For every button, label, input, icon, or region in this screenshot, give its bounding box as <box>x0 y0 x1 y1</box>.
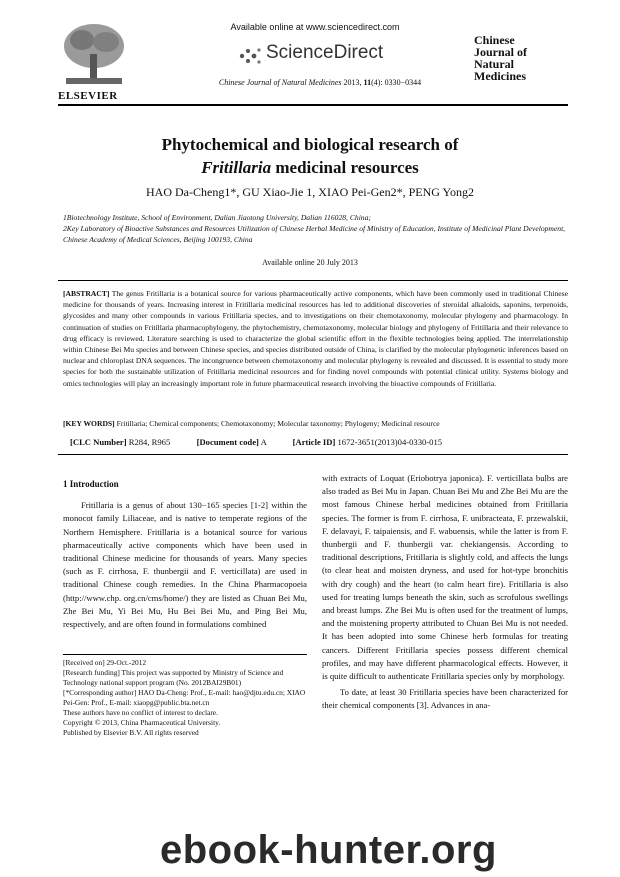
clc-value: R284, R965 <box>128 437 171 447</box>
sciencedirect-wordmark: ScienceDirect <box>266 42 384 63</box>
received-note: [Received on] 29-Oct.-2012 <box>63 658 147 667</box>
clc-label: [CLC Number] <box>70 437 127 447</box>
citation-year: 2013, <box>343 78 362 87</box>
corresponding-author-note: [*Corresponding author] HAO Da-Cheng: Prof., E-mail: hao@djtu.edu.cn; XIAO Pei-Gen: Prof., E-mail: xiaopg@public.bta.net.cn <box>63 688 306 707</box>
citation-journal: Chinese Journal of Natural Medicines <box>218 78 342 87</box>
article-id-label: [Article ID] <box>292 437 336 447</box>
funding-note: [Research funding] This project was supported by Ministry of Science and Technology national support program (No. 2012BAI29B01) <box>63 668 284 687</box>
journal-title-line: Chinese <box>474 33 515 47</box>
intro-paragraph: Fritillaria is a genus of about 130−165 species [1-2] within the monocot family Liliaceae, and is native to temperate regions of the Northern Hemisphere. Fritillaria is a botanical source for various pharmaceutically active components which have been used in traditional Chinese medicine for thousands of years. Many species (such as F. cirrhosa, F. thunbergii and F. verticillata) are used in traditional Chinese cough remedies. In the China Pharmacopoeia (http://www.chp. org.cn/cms/home/) they are listed as Chuan Bei Mu, Zhe Bei Mu, Yi Bei Mu, Hu Bei Bei Mu, and Ping Bei Mu, respectively, and are often found in formulations combined <box>63 500 307 630</box>
copyright-note: Copyright © 2013, China Pharmaceutical University. <box>63 718 221 727</box>
footnotes <box>63 658 307 738</box>
affiliations <box>63 212 568 245</box>
journal-title <box>474 34 527 82</box>
title-line1: Phytochemical and biological research of <box>161 135 459 154</box>
intro-paragraph-continued: with extracts of Loquat (Eriobotrya japonica). F. verticillata bulbs are also traded as Bei Mu in Japan. Chuan Bei Mu and Zhe Bei Mu are the most famous Chinese herbal medicines obtained from Fritillaria species. The former is from F. cirrhosa, F. unibracteata, F. przewalskii, F. delavayi, F. taipaiensis, and F. wabuensis, while the latter is from F. thunbergii and F. thunbergii var. chekiangensis. According to traditional descriptions, Fritillaria is slightly cold, and affects the lungs (to clear heat and moisten dryness, and used for hot-type bronchitis with dry cough) and the heart (to calm heart fire). Fritillaria is also used for treating lumps beneath the skin, such as scrofulous swellings and breast lumps. Zhe Bei Mu is often used for the treatment of lumps, and the moistening property attributed to Chuan Bei Mu is not needed. It has been adopted into some Chinese herb formulas for treating cancers. Different Fritillaria species possess different chemical profiles, and may have different pharmacological effects. However, it is quite difficult to authenticate Fritillaria species only by morphology. <box>322 473 568 682</box>
classification-line <box>70 437 442 447</box>
keywords-label: [KEY WORDS] <box>63 419 115 428</box>
journal-title-line: Journal of <box>474 45 528 59</box>
author-list: HAO Da-Cheng1*, GU Xiao-Jie 1, XIAO Pei-Gen2*, PENG Yong2 <box>146 185 474 199</box>
citation-pages: (4): 0330−0344 <box>371 78 422 87</box>
citation-volume: 11 <box>363 78 372 87</box>
right-column <box>322 472 568 713</box>
journal-citation <box>170 78 470 87</box>
article-title <box>60 133 560 179</box>
publisher-note: Published by Elsevier B.V. All rights reserved <box>63 728 199 737</box>
footnote-rule <box>63 654 307 655</box>
affiliation-1: 1Biotechnology Institute, School of Environment, Dalian Jiaotong University, Dalian 116028, China; <box>63 213 371 222</box>
intro-paragraph-2: To date, at least 30 Fritillaria species have been characterized for their chemical components [3]. Advances in ana- <box>322 687 568 711</box>
abstract-label: [ABSTRACT] <box>63 289 110 298</box>
abstract-text: The genus Fritillaria is a botanical source for various pharmaceutically active components, which have been commonly used in traditional Chinese medicine for thousands of years. Increasing interest in Fritillaria medicinal resources has led to additional discoveries of steroidal alkaloids, saponins, terpenoids, glycosides and many other compounds in various Fritillaria species, and to investigations on their chemotaxonomy, molecular phylogeny and pharmacology. In continuation of studies on Fritillaria pharmacophylogeny, the phytochemistry, chemotaxonomy, molecular biology and phylogeny of Fritillaria and their relevance to drug efficacy is reviewed. Literature searching is used to characterize the global scientific effort in the flexible technologies being applied. The interrelationship within Chinese Bei Mu species and between Chinese species, and species distributed outside of China, is clarified by the molecular phylogenetic inferences based on nuclear and chloroplast DNA sequences. The incongruence between chemotaxonomy and molecular phylogeny is revealed and discussed. It is essential to study more species for both the sustainable utilization of Fritillaria medicinal resources and for finding novel compounds with potential clinical utility. Systems biology and omics technologies will play an increasingly important role in future pharmaceutical research involving the bioactive compounds of Fritillaria. <box>63 289 568 388</box>
section-heading: 1 Introduction <box>63 479 119 489</box>
left-column <box>63 478 307 631</box>
available-date: Available online 20 July 2013 <box>262 258 358 267</box>
elsevier-tree-logo <box>58 20 130 100</box>
doc-code-value: A <box>260 437 267 447</box>
abstract <box>63 288 568 389</box>
title-genus: Fritillaria <box>201 158 272 177</box>
article-id-value: 1672-3651(2013)04-0330-015 <box>337 437 443 447</box>
keywords <box>63 419 568 428</box>
journal-title-line: Medicines <box>474 69 526 83</box>
affiliation-2: 2Key Laboratory of Bioactive Substances and Resources Utilization of Chinese Herbal Medicine of Ministry of Education, Institute of Medicinal Plant Development, Chinese Academy of Medical Sciences, Beijing 100193, China <box>63 224 566 244</box>
conflict-note: These authors have no conflict of interest to declare. <box>63 708 218 717</box>
publisher-name: ELSEVIER <box>58 90 118 102</box>
abstract-top-rule <box>58 280 568 281</box>
header-rule <box>58 104 568 106</box>
journal-title-line: Natural <box>474 57 514 71</box>
sciencedirect-icon <box>238 46 264 71</box>
title-line2: medicinal resources <box>271 158 419 177</box>
watermark-text: ebook-hunter.org <box>160 828 497 872</box>
abstract-bottom-rule <box>58 454 568 455</box>
doc-code-label: [Document code] <box>196 437 259 447</box>
keywords-text: Fritillaria; Chemical components; Chemotaxonomy; Molecular taxonomy; Phylogeny; Medicinal resource <box>116 419 440 428</box>
available-online-link[interactable]: Available online at www.sciencedirect.com <box>230 22 400 32</box>
